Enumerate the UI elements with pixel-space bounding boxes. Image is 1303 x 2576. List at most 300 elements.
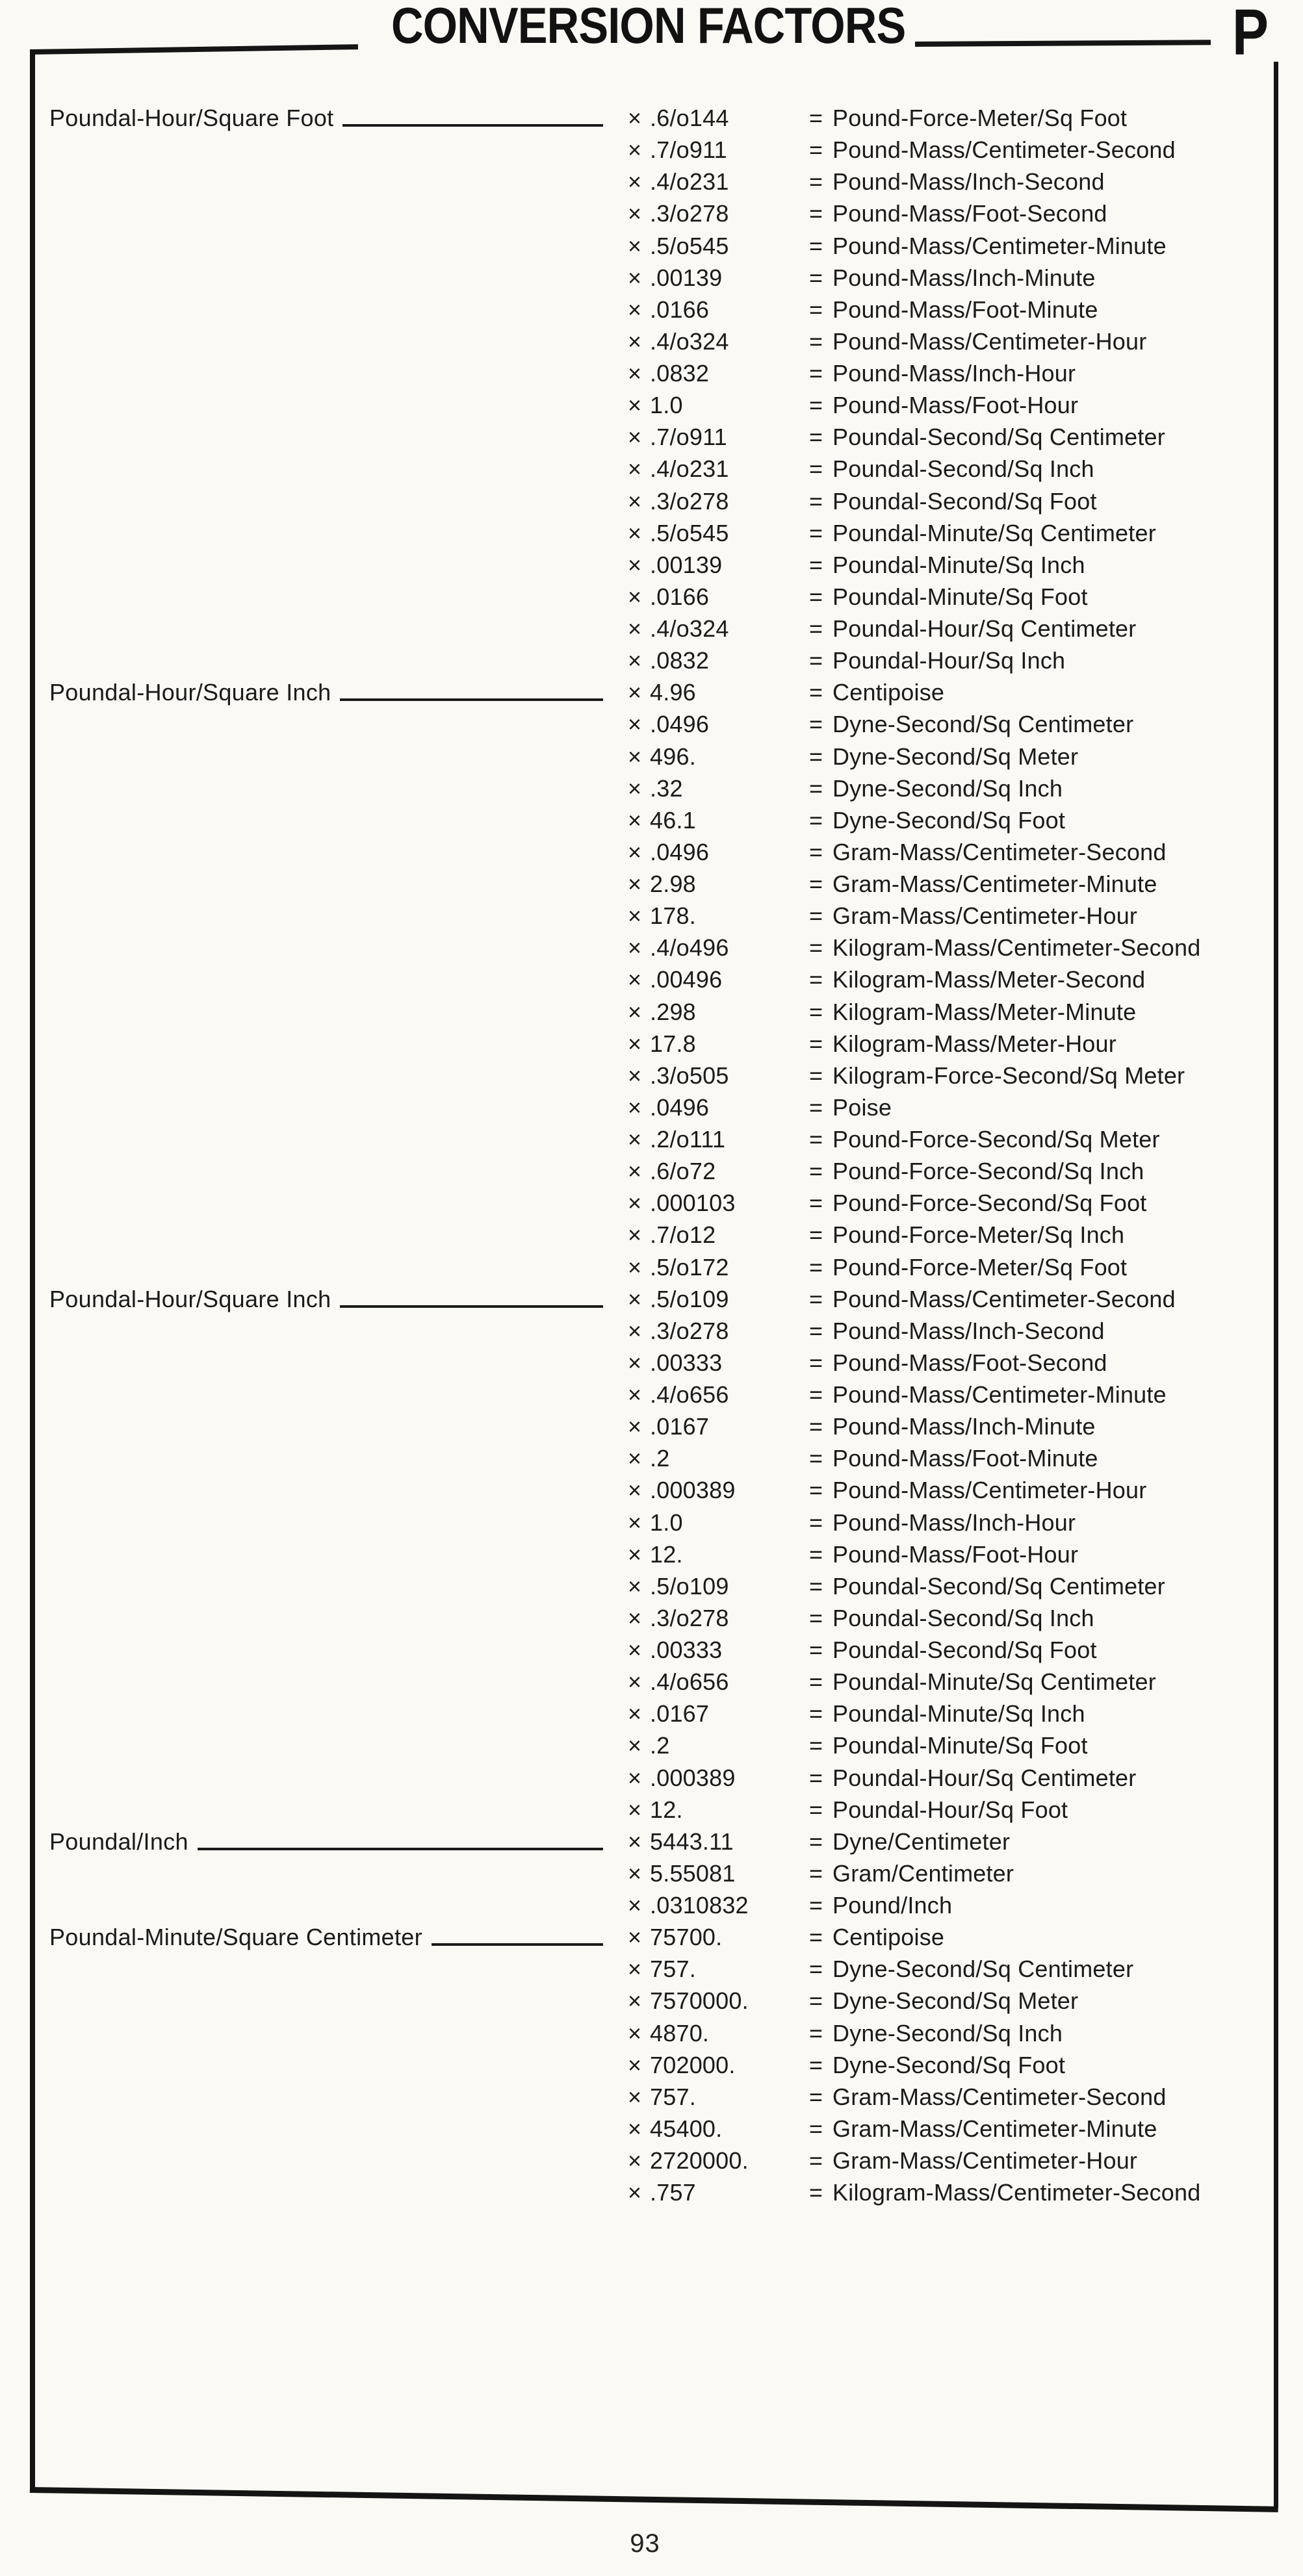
result-value: Gram-Mass/Centimeter-Second bbox=[832, 2083, 1167, 2110]
factor-value: .2 bbox=[650, 1732, 670, 1759]
factor-cell bbox=[628, 1347, 809, 1379]
conversion-row bbox=[49, 963, 1226, 995]
equals-sign: = bbox=[809, 1732, 823, 1759]
conversion-row bbox=[49, 421, 1226, 453]
multiply-sign: × bbox=[628, 424, 642, 451]
multiply-sign: × bbox=[628, 838, 642, 865]
multiply-sign: × bbox=[628, 105, 642, 131]
result-value: Dyne-Second/Sq Meter bbox=[832, 1987, 1079, 2015]
factor-cell bbox=[628, 2049, 809, 2081]
entry-label-cell bbox=[49, 1379, 628, 1410]
conversion-row bbox=[49, 2113, 1226, 2145]
result-value: Dyne-Second/Sq Meter bbox=[832, 743, 1079, 770]
conversion-row bbox=[49, 230, 1226, 262]
entry-label-cell bbox=[49, 1028, 628, 1060]
conversion-row bbox=[49, 804, 1226, 836]
equals-sign: = bbox=[809, 1317, 823, 1344]
result-cell bbox=[809, 485, 1226, 517]
result-value: Poundal-Minute/Sq Foot bbox=[832, 583, 1088, 610]
factor-cell bbox=[628, 676, 809, 708]
result-cell bbox=[809, 1187, 1226, 1219]
entry-label-cell bbox=[49, 1251, 628, 1283]
result-cell bbox=[809, 325, 1226, 357]
multiply-sign: × bbox=[628, 615, 642, 642]
factor-cell bbox=[628, 1794, 809, 1826]
result-value: Dyne/Centimeter bbox=[832, 1828, 1011, 1855]
conversion-row bbox=[49, 1315, 1226, 1347]
entry-label-cell bbox=[49, 1347, 628, 1379]
conversion-row bbox=[49, 102, 1226, 134]
multiply-sign: × bbox=[628, 1030, 642, 1057]
multiply-sign: × bbox=[628, 1477, 642, 1504]
conversion-row bbox=[49, 1379, 1226, 1410]
factor-cell bbox=[628, 549, 809, 581]
equals-sign: = bbox=[809, 902, 823, 930]
equals-sign: = bbox=[809, 583, 823, 610]
result-cell bbox=[809, 996, 1226, 1028]
result-cell bbox=[809, 772, 1226, 804]
factor-cell bbox=[628, 1410, 809, 1442]
entry-label-cell bbox=[49, 1507, 628, 1538]
multiply-sign: × bbox=[628, 806, 642, 834]
result-cell bbox=[809, 1123, 1226, 1155]
result-cell bbox=[809, 230, 1226, 262]
equals-sign: = bbox=[809, 806, 823, 834]
conversion-row bbox=[49, 1921, 1226, 1953]
factor-value: .5/o545 bbox=[650, 232, 729, 259]
entry-label-cell bbox=[49, 1602, 628, 1634]
multiply-sign: × bbox=[628, 711, 642, 738]
result-value: Pound-Force-Second/Sq Meter bbox=[832, 1126, 1160, 1153]
entry-label-cell bbox=[49, 1315, 628, 1347]
result-value: Poundal-Minute/Sq Foot bbox=[832, 1732, 1088, 1759]
factor-cell bbox=[628, 1187, 809, 1219]
factor-value: .0496 bbox=[650, 711, 710, 738]
factor-value: 45400. bbox=[650, 2115, 723, 2142]
conversion-row bbox=[49, 1857, 1226, 1889]
result-cell bbox=[809, 868, 1226, 900]
entry-label-cell bbox=[49, 134, 628, 166]
result-cell bbox=[809, 1251, 1226, 1283]
conversion-row bbox=[49, 1028, 1226, 1060]
equals-sign: = bbox=[809, 424, 823, 451]
factor-value: .4/o656 bbox=[650, 1381, 729, 1408]
conversion-row bbox=[49, 1410, 1226, 1442]
result-value: Dyne-Second/Sq Centimeter bbox=[832, 711, 1134, 738]
result-value: Pound-Mass/Inch-Minute bbox=[832, 1413, 1096, 1440]
entry-label-cell bbox=[49, 198, 628, 229]
result-value: Pound-Mass/Centimeter-Hour bbox=[832, 1477, 1147, 1504]
multiply-sign: × bbox=[628, 551, 642, 578]
conversion-row bbox=[49, 1889, 1226, 1921]
factor-cell bbox=[628, 166, 809, 198]
factor-value: .6/o144 bbox=[650, 105, 729, 131]
conversion-row bbox=[49, 2049, 1226, 2081]
multiply-sign: × bbox=[628, 1062, 642, 1089]
conversion-row bbox=[49, 1698, 1226, 1729]
conversion-row bbox=[49, 453, 1226, 485]
multiply-sign: × bbox=[628, 647, 642, 674]
factor-value: .5/o172 bbox=[650, 1253, 729, 1281]
multiply-sign: × bbox=[628, 1828, 642, 1855]
conversion-row bbox=[49, 1666, 1226, 1698]
conversion-row bbox=[49, 1953, 1226, 1985]
factor-value: .4/o496 bbox=[650, 934, 729, 962]
result-value: Poundal-Second/Sq Inch bbox=[832, 455, 1094, 483]
title-rule-left bbox=[30, 44, 358, 55]
factor-cell bbox=[628, 1251, 809, 1283]
equals-sign: = bbox=[809, 647, 823, 674]
entry-label-cell bbox=[49, 963, 628, 995]
conversion-row bbox=[49, 262, 1226, 294]
equals-sign: = bbox=[809, 2179, 823, 2206]
factor-value: .00333 bbox=[650, 1349, 723, 1376]
factor-cell bbox=[628, 708, 809, 740]
multiply-sign: × bbox=[628, 200, 642, 227]
factor-cell bbox=[628, 1953, 809, 1985]
multiply-sign: × bbox=[628, 998, 642, 1025]
equals-sign: = bbox=[809, 1477, 823, 1504]
conversion-row bbox=[49, 1187, 1226, 1219]
entry-label-cell bbox=[49, 1762, 628, 1794]
factor-value: .4/o231 bbox=[650, 168, 729, 196]
equals-sign: = bbox=[809, 1030, 823, 1057]
factor-value: 757. bbox=[650, 2083, 696, 2110]
entry-label-cell bbox=[49, 262, 628, 294]
entry-label-cell bbox=[49, 613, 628, 644]
result-value: Poundal-Hour/Sq Inch bbox=[832, 647, 1066, 674]
result-value: Kilogram-Mass/Centimeter-Second bbox=[832, 934, 1201, 962]
conversion-row bbox=[49, 2081, 1226, 2113]
result-value: Pound-Mass/Foot-Second bbox=[832, 200, 1107, 227]
result-cell bbox=[809, 1283, 1226, 1315]
equals-sign: = bbox=[809, 1604, 823, 1631]
entry-label-cell bbox=[49, 644, 628, 676]
multiply-sign: × bbox=[628, 392, 642, 419]
result-cell bbox=[809, 644, 1226, 676]
entry-label-cell bbox=[49, 549, 628, 581]
factor-cell bbox=[628, 389, 809, 421]
factor-cell bbox=[628, 1570, 809, 1602]
factor-cell bbox=[628, 1219, 809, 1251]
entry-label-cell bbox=[49, 1060, 628, 1091]
factor-cell bbox=[628, 1698, 809, 1729]
entry-label-cell bbox=[49, 868, 628, 900]
entry-label-cell bbox=[49, 230, 628, 262]
equals-sign: = bbox=[809, 1093, 823, 1121]
equals-sign: = bbox=[809, 743, 823, 770]
equals-sign: = bbox=[809, 487, 823, 515]
equals-sign: = bbox=[809, 1956, 823, 1983]
factor-cell bbox=[628, 1442, 809, 1474]
result-cell bbox=[809, 1347, 1226, 1379]
factor-cell bbox=[628, 772, 809, 804]
result-value: Dyne-Second/Sq Inch bbox=[832, 2019, 1063, 2047]
conversion-row bbox=[49, 1826, 1226, 1857]
multiply-sign: × bbox=[628, 1764, 642, 1791]
factor-cell bbox=[628, 1123, 809, 1155]
factor-value: 17.8 bbox=[650, 1030, 696, 1057]
multiply-sign: × bbox=[628, 1285, 642, 1312]
result-cell bbox=[809, 2113, 1226, 2145]
result-value: Pound-Mass/Inch-Hour bbox=[832, 1509, 1076, 1536]
conversion-row bbox=[49, 1442, 1226, 1474]
factor-cell bbox=[628, 2145, 809, 2176]
box-border-left bbox=[30, 51, 35, 2490]
factor-value: .0496 bbox=[650, 838, 710, 865]
result-value: Pound-Mass/Centimeter-Second bbox=[832, 1285, 1176, 1312]
result-value: Poundal-Second/Sq Foot bbox=[832, 1637, 1097, 1663]
multiply-sign: × bbox=[628, 296, 642, 323]
leader-line bbox=[198, 1848, 603, 1850]
result-value: Poundal-Minute/Sq Inch bbox=[832, 1700, 1085, 1728]
result-value: Gram-Mass/Centimeter-Minute bbox=[832, 871, 1157, 897]
equals-sign: = bbox=[809, 519, 823, 546]
multiply-sign: × bbox=[628, 1700, 642, 1728]
entry-label-cell bbox=[49, 1442, 628, 1474]
equals-sign: = bbox=[809, 615, 823, 642]
factor-value: .6/o72 bbox=[650, 1158, 716, 1185]
multiply-sign: × bbox=[628, 232, 642, 259]
factor-value: .000389 bbox=[650, 1764, 736, 1791]
entry-label-cell bbox=[49, 1410, 628, 1442]
result-cell bbox=[809, 1985, 1226, 2017]
entry-label-cell bbox=[49, 1729, 628, 1761]
equals-sign: = bbox=[809, 1349, 823, 1376]
factor-cell bbox=[628, 1379, 809, 1410]
factor-value: .3/o505 bbox=[650, 1062, 729, 1089]
result-value: Poundal-Hour/Sq Centimeter bbox=[832, 1764, 1137, 1791]
factor-value: 4870. bbox=[650, 2019, 710, 2047]
equals-sign: = bbox=[809, 2115, 823, 2142]
factor-cell bbox=[628, 198, 809, 229]
factor-cell bbox=[628, 1315, 809, 1347]
multiply-sign: × bbox=[628, 1445, 642, 1472]
entry-label-cell bbox=[49, 2145, 628, 2176]
multiply-sign: × bbox=[628, 2147, 642, 2174]
factor-value: 178. bbox=[650, 902, 696, 930]
result-cell bbox=[809, 1826, 1226, 1857]
factor-value: .32 bbox=[650, 774, 683, 802]
multiply-sign: × bbox=[628, 1668, 642, 1696]
result-value: Gram/Centimeter bbox=[832, 1859, 1014, 1887]
conversion-row bbox=[49, 836, 1226, 868]
factor-cell bbox=[628, 932, 809, 963]
factor-value: .3/o278 bbox=[650, 1317, 729, 1344]
equals-sign: = bbox=[809, 1445, 823, 1472]
result-cell bbox=[809, 1060, 1226, 1091]
entry-label-cell bbox=[49, 1155, 628, 1187]
factor-cell bbox=[628, 1091, 809, 1123]
result-cell bbox=[809, 1698, 1226, 1729]
factor-cell bbox=[628, 325, 809, 357]
factor-value: .5/o545 bbox=[650, 519, 729, 546]
conversion-row bbox=[49, 900, 1226, 932]
conversion-row bbox=[49, 1570, 1226, 1602]
equals-sign: = bbox=[809, 1158, 823, 1185]
equals-sign: = bbox=[809, 1062, 823, 1089]
leader-line bbox=[342, 124, 603, 127]
factor-value: .0832 bbox=[650, 647, 710, 674]
conversion-row bbox=[49, 134, 1226, 166]
multiply-sign: × bbox=[628, 1956, 642, 1983]
result-value: Gram-Mass/Centimeter-Hour bbox=[832, 2147, 1138, 2174]
factor-cell bbox=[628, 1538, 809, 1570]
result-cell bbox=[809, 676, 1226, 708]
factor-value: 5.55081 bbox=[650, 1859, 736, 1887]
conversion-row bbox=[49, 1538, 1226, 1570]
factor-value: .2/o111 bbox=[650, 1126, 726, 1153]
conversion-row bbox=[49, 294, 1226, 325]
entry-label: Poundal-Hour/Square Foot bbox=[49, 105, 334, 131]
result-value: Pound-Force-Meter/Sq Foot bbox=[832, 1253, 1128, 1281]
result-cell bbox=[809, 1729, 1226, 1761]
result-cell bbox=[809, 2145, 1226, 2176]
equals-sign: = bbox=[809, 998, 823, 1025]
factor-cell bbox=[628, 1666, 809, 1698]
entry-label-cell bbox=[49, 453, 628, 485]
conversion-row bbox=[49, 1634, 1226, 1666]
factor-cell bbox=[628, 1921, 809, 1953]
multiply-sign: × bbox=[628, 1859, 642, 1887]
equals-sign: = bbox=[809, 1190, 823, 1217]
result-value: Dyne-Second/Sq Inch bbox=[832, 774, 1063, 802]
factor-value: .0310832 bbox=[650, 1892, 749, 1919]
multiply-sign: × bbox=[628, 2051, 642, 2078]
equals-sign: = bbox=[809, 296, 823, 323]
conversion-row bbox=[49, 2145, 1226, 2176]
entry-label-cell bbox=[49, 1187, 628, 1219]
equals-sign: = bbox=[809, 2083, 823, 2110]
factor-cell bbox=[628, 644, 809, 676]
equals-sign: = bbox=[809, 2019, 823, 2047]
equals-sign: = bbox=[809, 966, 823, 993]
multiply-sign: × bbox=[628, 1892, 642, 1919]
conversion-row bbox=[49, 517, 1226, 549]
result-cell bbox=[809, 1921, 1226, 1953]
factor-cell bbox=[628, 262, 809, 294]
factor-cell bbox=[628, 1602, 809, 1634]
conversion-row bbox=[49, 1283, 1226, 1315]
factor-value: .0496 bbox=[650, 1093, 710, 1121]
entry-label-cell bbox=[49, 1123, 628, 1155]
result-value: Gram-Mass/Centimeter-Hour bbox=[832, 902, 1138, 930]
factor-value: .0167 bbox=[650, 1413, 710, 1440]
equals-sign: = bbox=[809, 1381, 823, 1408]
entry-label: Poundal-Hour/Square Inch bbox=[49, 1285, 331, 1312]
conversion-row bbox=[49, 325, 1226, 357]
factor-value: 75700. bbox=[650, 1924, 723, 1951]
entry-label: Poundal-Hour/Square Inch bbox=[49, 679, 331, 706]
entry-label-cell bbox=[49, 676, 628, 708]
equals-sign: = bbox=[809, 232, 823, 259]
entry-label-cell bbox=[49, 1538, 628, 1570]
equals-sign: = bbox=[809, 1796, 823, 1823]
equals-sign: = bbox=[809, 392, 823, 419]
factor-cell bbox=[628, 2017, 809, 2049]
factor-value: 7570000. bbox=[650, 1987, 749, 2015]
result-cell bbox=[809, 1410, 1226, 1442]
multiply-sign: × bbox=[628, 1732, 642, 1759]
entry-label-cell bbox=[49, 1283, 628, 1315]
multiply-sign: × bbox=[628, 1604, 642, 1631]
multiply-sign: × bbox=[628, 2083, 642, 2110]
equals-sign: = bbox=[809, 136, 823, 164]
result-cell bbox=[809, 294, 1226, 325]
multiply-sign: × bbox=[628, 1253, 642, 1281]
result-value: Pound-Mass/Inch-Second bbox=[832, 168, 1105, 196]
entry-label-cell bbox=[49, 741, 628, 772]
multiply-sign: × bbox=[628, 1381, 642, 1408]
equals-sign: = bbox=[809, 1668, 823, 1696]
equals-sign: = bbox=[809, 1509, 823, 1536]
factor-value: .00139 bbox=[650, 551, 723, 578]
factor-value: .7/o911 bbox=[650, 136, 727, 164]
multiply-sign: × bbox=[628, 1190, 642, 1217]
result-value: Poundal-Second/Sq Foot bbox=[832, 487, 1097, 515]
equals-sign: = bbox=[809, 200, 823, 227]
equals-sign: = bbox=[809, 1859, 823, 1887]
entry-label-cell bbox=[49, 517, 628, 549]
entry-label-cell bbox=[49, 1953, 628, 1985]
result-value: Pound-Mass/Inch-Minute bbox=[832, 264, 1096, 291]
multiply-sign: × bbox=[628, 902, 642, 930]
entry-label-cell bbox=[49, 485, 628, 517]
result-cell bbox=[809, 262, 1226, 294]
result-cell bbox=[809, 900, 1226, 932]
factor-value: 46.1 bbox=[650, 806, 696, 834]
factor-value: .00496 bbox=[650, 966, 723, 993]
multiply-sign: × bbox=[628, 1413, 642, 1440]
entry-label-cell bbox=[49, 1857, 628, 1889]
conversion-row bbox=[49, 708, 1226, 740]
result-cell bbox=[809, 1794, 1226, 1826]
equals-sign: = bbox=[809, 1413, 823, 1440]
result-cell bbox=[809, 1028, 1226, 1060]
factor-value: .3/o278 bbox=[650, 200, 729, 227]
result-cell bbox=[809, 836, 1226, 868]
multiply-sign: × bbox=[628, 1221, 642, 1249]
factor-cell bbox=[628, 230, 809, 262]
result-cell bbox=[809, 1474, 1226, 1506]
leader-line bbox=[432, 1943, 603, 1946]
factor-cell bbox=[628, 1028, 809, 1060]
conversion-row bbox=[49, 1762, 1226, 1794]
result-value: Gram-Mass/Centimeter-Minute bbox=[832, 2115, 1157, 2142]
entry-label-cell bbox=[49, 772, 628, 804]
equals-sign: = bbox=[809, 105, 823, 131]
factor-value: .00333 bbox=[650, 1637, 723, 1663]
equals-sign: = bbox=[809, 2147, 823, 2174]
factor-cell bbox=[628, 900, 809, 932]
conversion-row bbox=[49, 772, 1226, 804]
factor-value: .4/o656 bbox=[650, 1668, 729, 1696]
multiply-sign: × bbox=[628, 1924, 642, 1951]
entry-label-cell bbox=[49, 2017, 628, 2049]
result-value: Centipoise bbox=[832, 679, 945, 706]
factor-cell bbox=[628, 1985, 809, 2017]
equals-sign: = bbox=[809, 871, 823, 897]
result-value: Pound-Force-Second/Sq Foot bbox=[832, 1190, 1147, 1217]
result-value: Kilogram-Mass/Meter-Second bbox=[832, 966, 1146, 993]
entry-label-cell bbox=[49, 1889, 628, 1921]
multiply-sign: × bbox=[628, 1540, 642, 1568]
factor-value: 2.98 bbox=[650, 871, 696, 897]
entry-label-cell bbox=[49, 1634, 628, 1666]
equals-sign: = bbox=[809, 1540, 823, 1568]
equals-sign: = bbox=[809, 1924, 823, 1951]
factor-value: 12. bbox=[650, 1796, 683, 1823]
